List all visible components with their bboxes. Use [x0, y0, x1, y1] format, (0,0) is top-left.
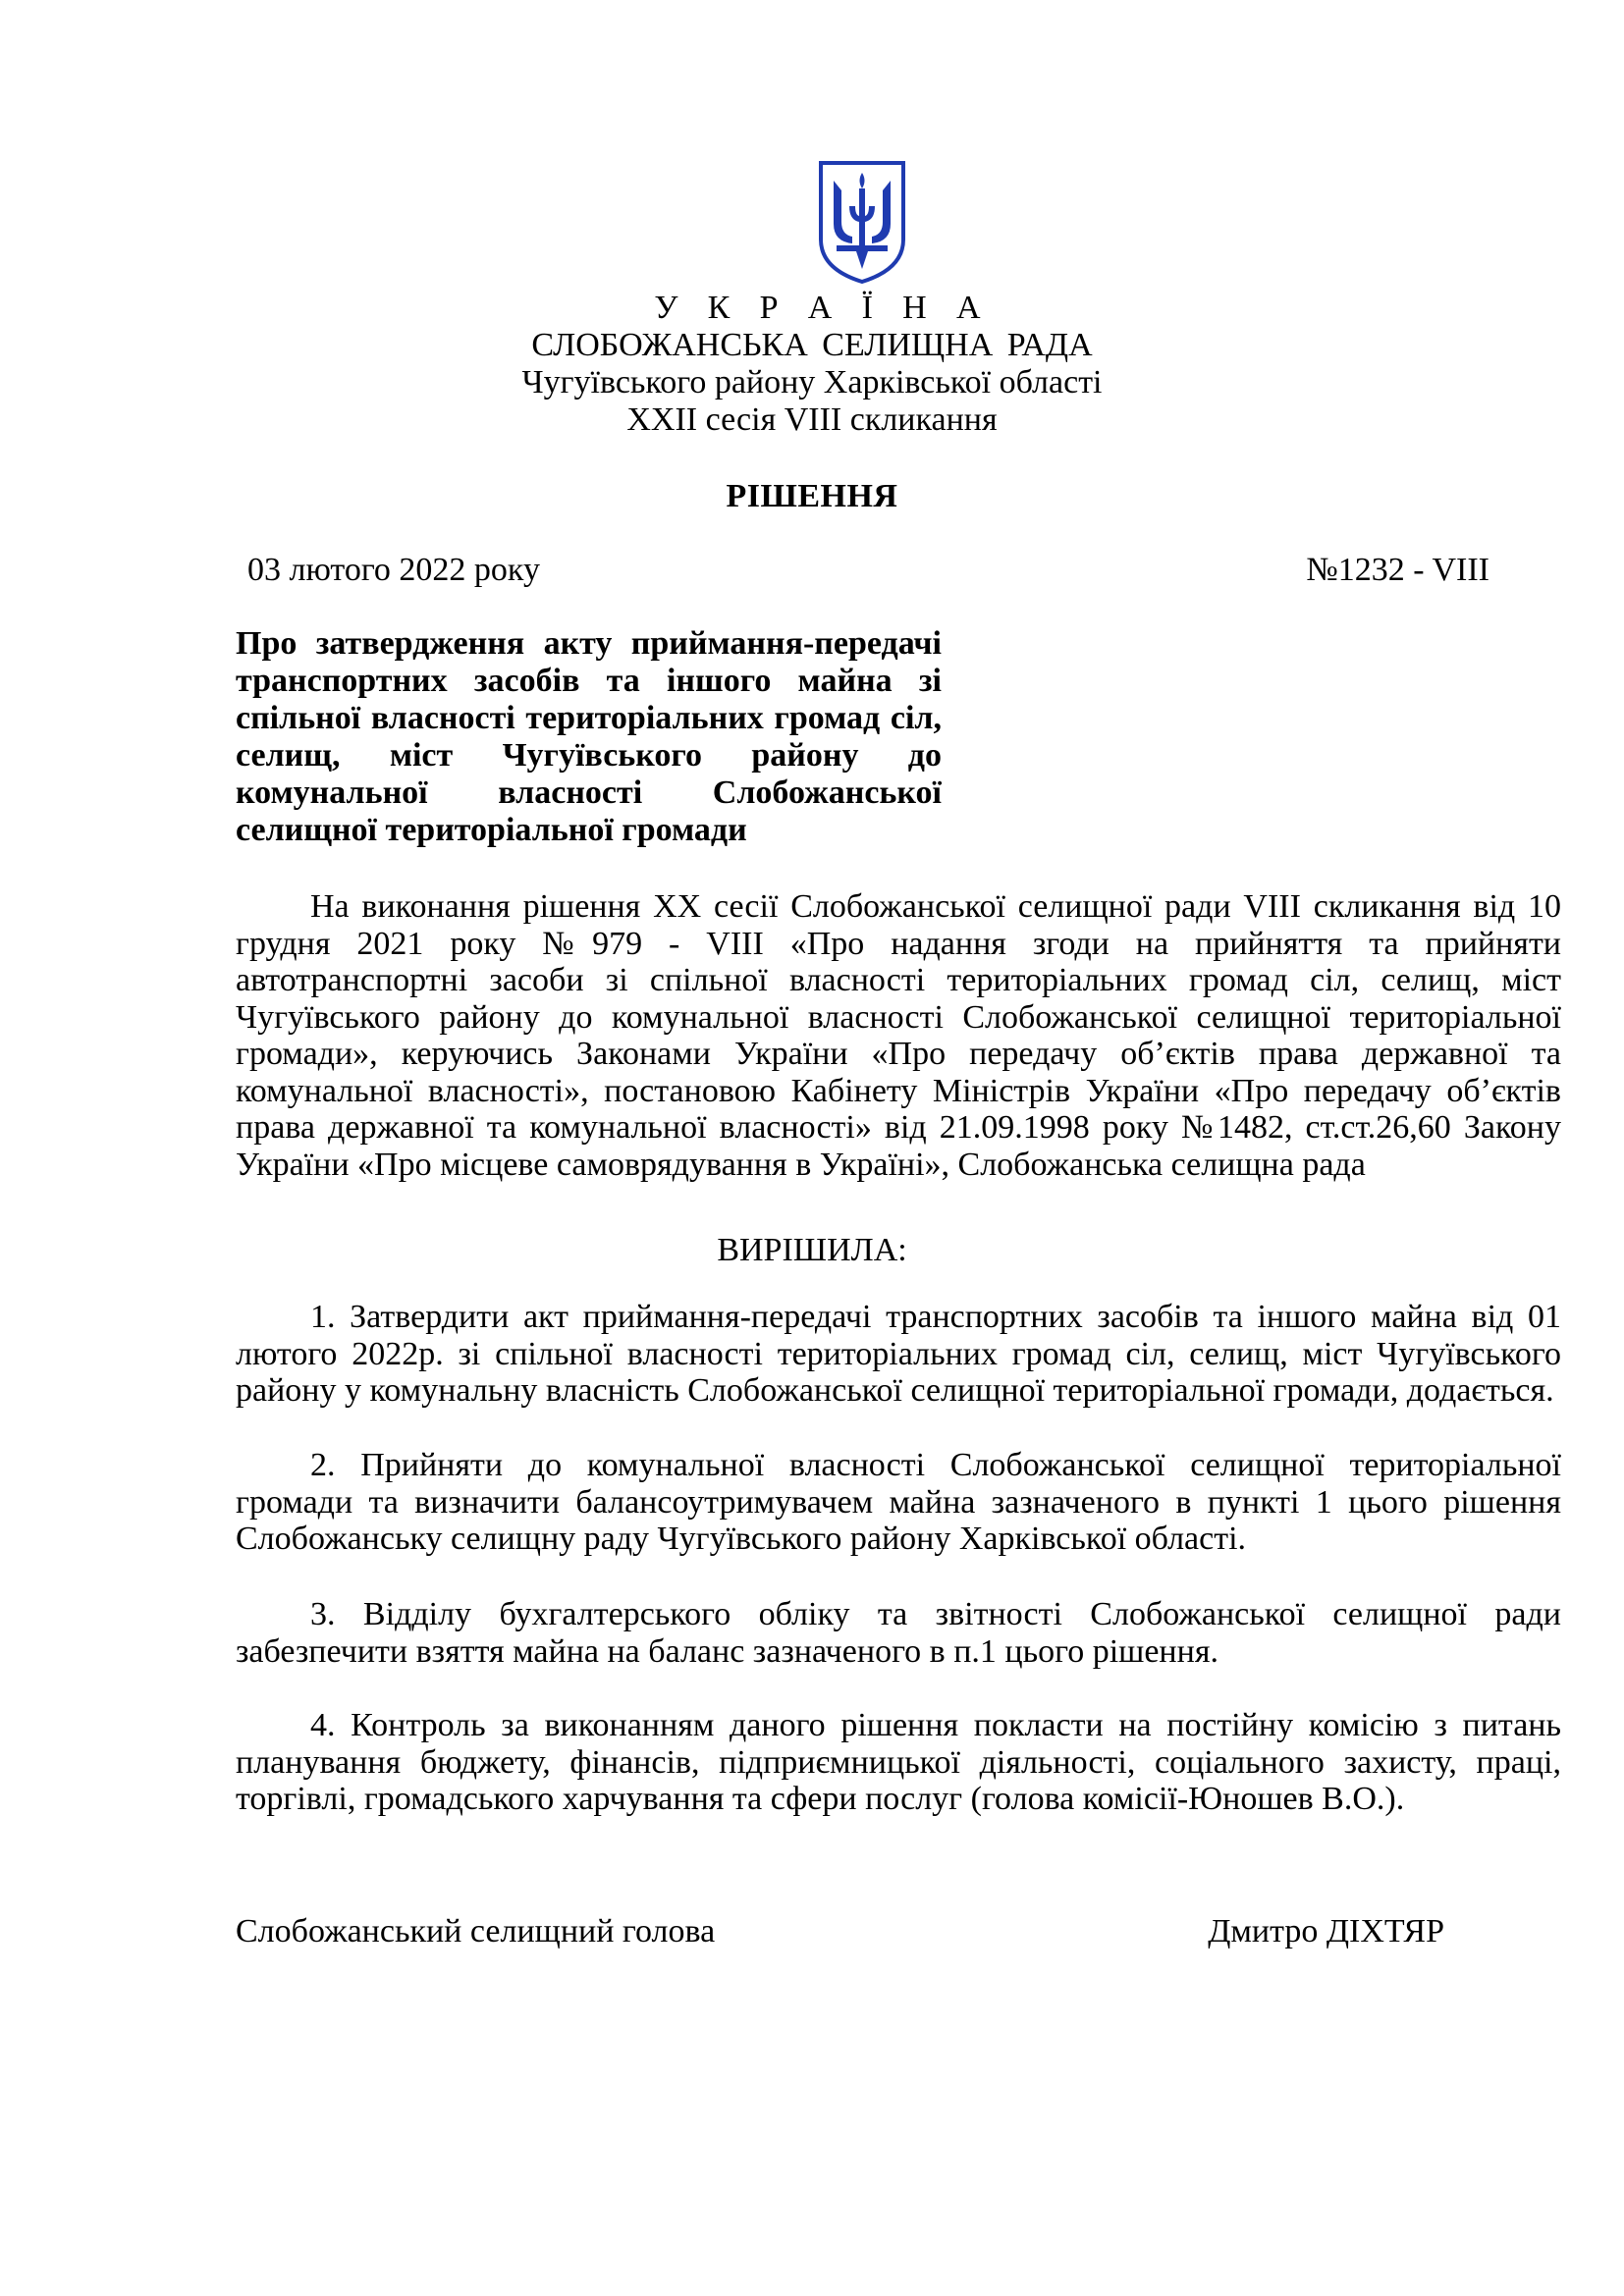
country-name: У К Р А Ї Н А	[654, 290, 992, 326]
document-title: РІШЕННЯ	[726, 478, 898, 514]
decision-item-1: 1. Затвердити акт приймання-передачі транспортних засобів та іншого майна від 01 лютого 2022р. зі спільної власності територіальних громад сіл, селищ, міст Чугуївського району у комунальну власність Слобожанської селищної територіальної громади, додається.	[236, 1299, 1561, 1409]
resolved-heading: ВИРІШИЛА:	[717, 1232, 907, 1268]
council-name: СЛОБОЖАНСЬКА СЕЛИЩНА РАДА	[531, 327, 1093, 363]
decision-item-2: 2. Прийняти до комунальної власності Слобожанської селищної територіальної громади та визначити балансоутримувачем майна зазначеного в пункті 1 цього рішення Слобожанську селищну раду Чугуївського району Харківської області.	[236, 1447, 1561, 1557]
district-name: Чугуївського району Харківської області	[521, 364, 1103, 400]
signatory-name: Дмитро ДІХТЯР	[1208, 1913, 1444, 1949]
decision-item-4: 4. Контроль за виконанням даного рішення покласти на постійну комісію з питань планування бюджету, фінансів, підприємницької діяльності, соціального захисту, праці, торгівлі, громадського харчування та сфери послуг (голова комісії-Юношев В.О.).	[236, 1707, 1561, 1817]
decision-subject: Про затвердження акту приймання-передачі транспортних засобів та іншого майна зі спільної власності територіальних громад сіл, селищ, міст Чугуївського району до комунальної власності Слобожанської селищної територіальної громади	[236, 625, 942, 848]
trident-coat-of-arms-icon	[817, 159, 907, 286]
session-info: XXII сесія VIII скликання	[626, 401, 998, 438]
preamble-paragraph: На виконання рішення ХХ сесії Слобожанської селищної ради VIII скликання від 10 грудня 2021 року №979 - VIII «Про надання згоди на прийняття та прийняти автотранспортні засоби зі спільної власності територіальних громад сіл, селищ, міст Чугуївського району до комунальної власності Слобожанської селищної територіальної громади», керуючись Законами України «Про передачу об’єктів права державної та комунальної власності», постановою Кабінету Міністрів України «Про передачу об’єктів права державної та комунальної власності» від 21.09.1998 року №1482, ст.ст.26,60 Закону України «Про місцеве самоврядування в Україні», Слобожанська селищна рада	[236, 888, 1561, 1183]
decision-date: 03 лютого 2022 року	[247, 552, 540, 588]
decision-item-3: 3. Відділу бухгалтерського обліку та звітності Слобожанської селищної ради забезпечити взяття майна на баланс зазначеного в п.1 цього рішення.	[236, 1596, 1561, 1670]
decision-number: №1232 - VIII	[1306, 552, 1489, 588]
signatory-title: Слобожанський селищний голова	[236, 1913, 716, 1949]
